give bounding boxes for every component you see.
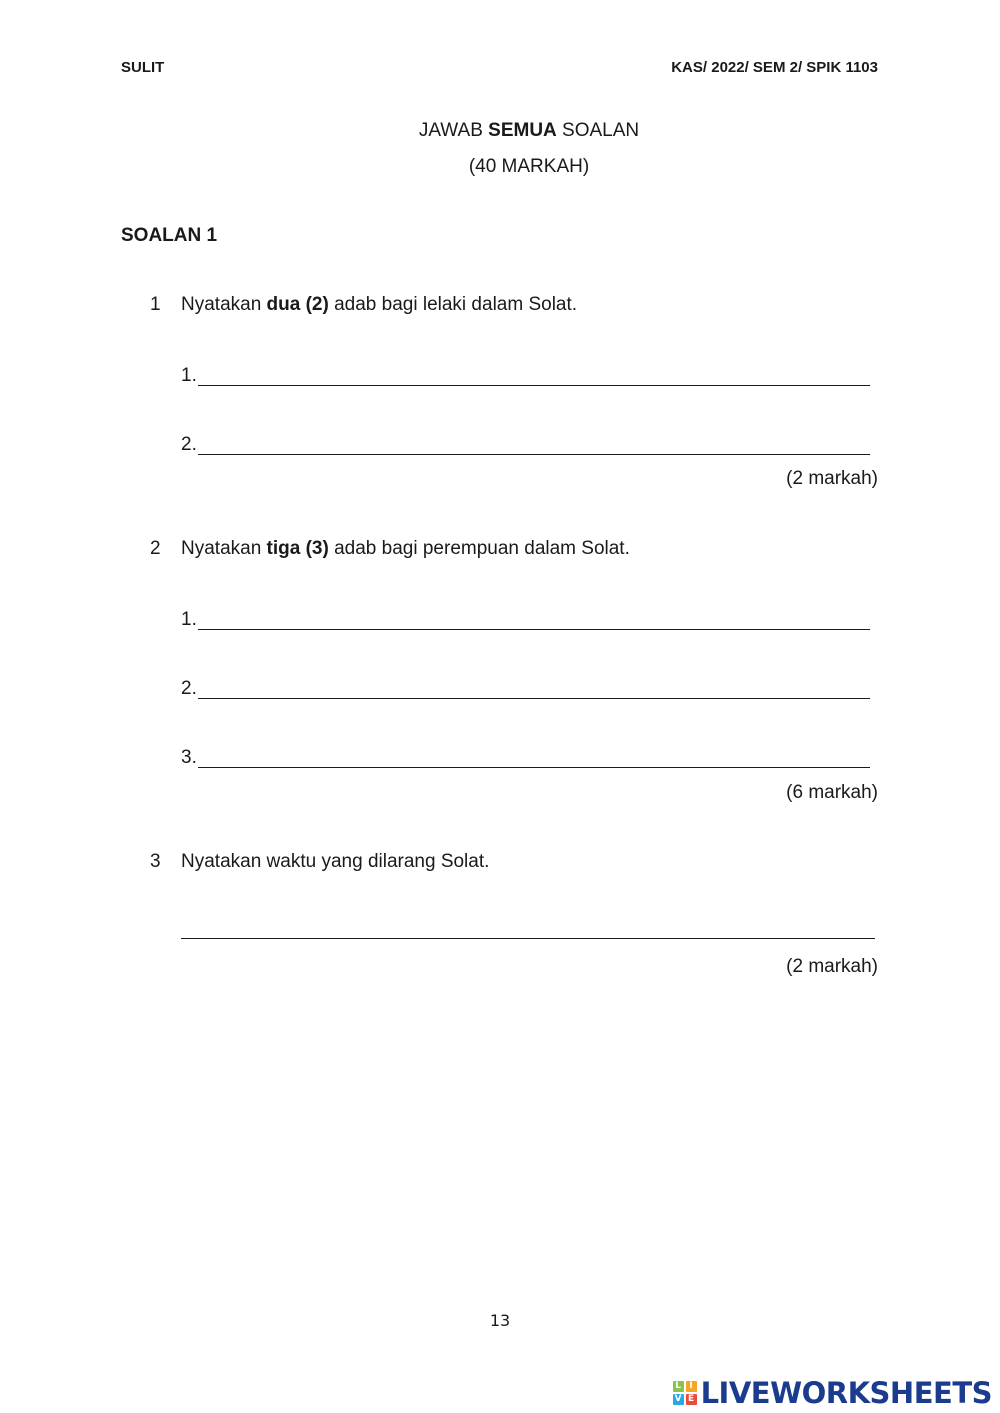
header-left-label: SULIT [121,59,165,76]
answer-line[interactable] [198,767,870,768]
answer-line[interactable] [198,698,870,699]
answer-line[interactable] [198,629,870,630]
question-2-number: 2 [150,538,161,559]
question-2-answer-2[interactable]: 2. [181,677,870,701]
question-3-number: 3 [150,851,161,872]
question-2-text: Nyatakan tiga (3) adab bagi perempuan dalam Solat. [181,538,630,559]
question-2-answer-1[interactable]: 1. [181,608,870,632]
question-1-number: 1 [150,294,161,315]
question-3-marks: (2 markah) [786,956,878,977]
question-2-answer-3[interactable]: 3. [181,746,870,770]
logo-grid-icon: L I V E [673,1381,697,1405]
question-3-answer-line[interactable] [181,938,875,939]
instruction-title-emphasis: SEMUA [488,120,557,141]
question-1-answer-2[interactable]: 2. [181,433,870,457]
answer-line[interactable] [198,454,870,455]
header-course-code: KAS/ 2022/ SEM 2/ SPIK 1103 [671,59,878,76]
question-1-answer-1[interactable]: 1. [181,364,870,388]
instruction-title: JAWAB SEMUA SOALAN [418,120,640,141]
question-2-marks: (6 markah) [786,782,878,803]
liveworksheets-logo[interactable] [673,1376,992,1410]
question-1-marks: (2 markah) [786,468,878,489]
page-number: 13 [489,1311,511,1330]
total-marks: (40 MARKAH) [468,156,590,177]
logo-text: LIVEWORKSHEETS [700,1376,992,1410]
section-title: SOALAN 1 [121,225,218,246]
question-3-text: Nyatakan waktu yang dilarang Solat. [181,851,490,872]
question-1-text: Nyatakan dua (2) adab bagi lelaki dalam Solat. [181,294,578,315]
answer-line[interactable] [198,385,870,386]
